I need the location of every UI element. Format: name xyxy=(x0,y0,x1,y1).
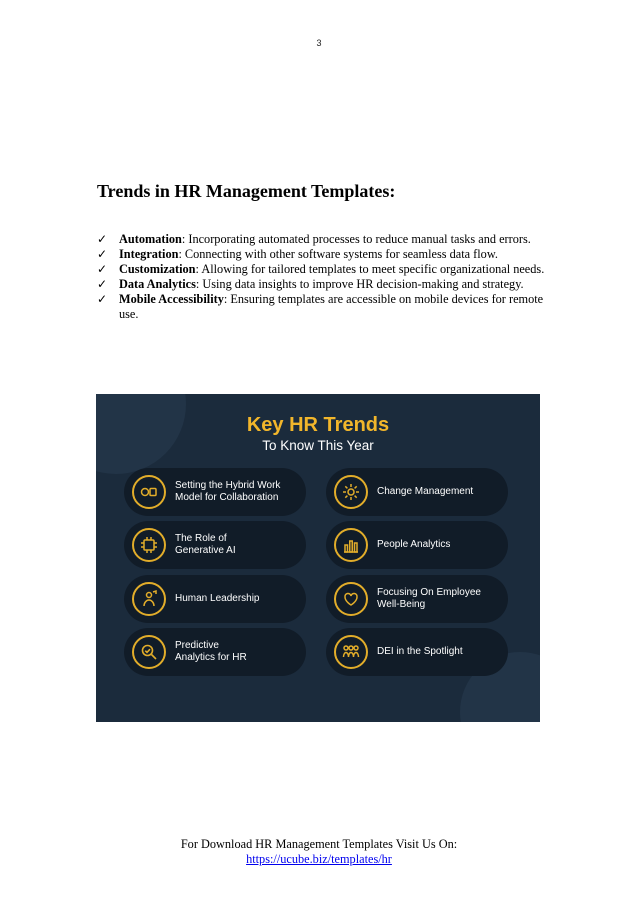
trend-card-hybrid-work xyxy=(124,468,306,516)
infographic-title: Key HR Trends xyxy=(246,414,390,436)
trend-card-label: DEI in the Spotlight xyxy=(377,646,463,657)
trend-description: : Incorporating automated processes to reduce manual tasks and errors. xyxy=(181,232,531,246)
dei-icon xyxy=(334,635,368,669)
hybrid-work-icon xyxy=(132,475,166,509)
trend-card-people-analytics xyxy=(326,521,508,569)
checkmark-icon: ✓ xyxy=(97,232,108,246)
list-item xyxy=(97,247,552,262)
trend-card-label: Setting the Hybrid Work Model for Collaboration xyxy=(175,480,281,503)
checkmark-icon: ✓ xyxy=(97,292,108,306)
trend-card-generative-ai xyxy=(124,521,306,569)
trend-card-dei xyxy=(326,628,508,676)
checkmark-icon: ✓ xyxy=(97,277,108,291)
trend-term: Automation xyxy=(119,232,182,246)
list-item xyxy=(97,292,552,322)
list-item xyxy=(97,232,552,247)
trend-description: : Connecting with other software systems for seamless data flow. xyxy=(178,247,498,261)
footer-text: For Download HR Management Templates Visit Us On: xyxy=(180,837,458,851)
ai-chip-icon xyxy=(132,528,166,562)
page-footer xyxy=(0,837,638,867)
trend-card-label: Predictive Analytics for HR xyxy=(175,640,247,663)
trend-card-label: Change Management xyxy=(377,486,474,497)
infographic-subtitle: To Know This Year xyxy=(262,438,374,453)
people-analytics-icon xyxy=(334,528,368,562)
leadership-icon xyxy=(132,582,166,616)
trend-term: Customization xyxy=(119,262,196,276)
trend-card-employee-well-being xyxy=(326,575,508,623)
trend-card-label: Human Leadership xyxy=(175,593,260,604)
trend-card-label: People Analytics xyxy=(377,539,451,550)
checkmark-icon: ✓ xyxy=(97,247,108,261)
trend-term: Integration xyxy=(119,247,179,261)
list-item xyxy=(97,262,552,277)
section-heading: Trends in HR Management Templates: xyxy=(97,181,396,201)
trend-description: : Ensuring templates are accessible on mobile devices for remote use. xyxy=(119,292,544,321)
trend-card-change-management xyxy=(326,468,508,516)
trend-term: Data Analytics xyxy=(119,277,196,291)
trend-description: : Using data insights to improve HR decision-making and strategy. xyxy=(195,277,524,291)
trend-term: Mobile Accessibility xyxy=(119,292,224,306)
trend-card-label: The Role of Generative AI xyxy=(175,533,236,556)
trend-card-human-leadership xyxy=(124,575,306,623)
list-item xyxy=(97,277,552,292)
trend-list xyxy=(97,232,552,322)
checkmark-icon: ✓ xyxy=(97,262,108,276)
page-number: 3 xyxy=(316,38,322,48)
predictive-analytics-icon xyxy=(132,635,166,669)
well-being-icon xyxy=(334,582,368,616)
key-hr-trends-infographic xyxy=(96,394,540,722)
footer-link[interactable]: https://ucube.biz/templates/hr xyxy=(246,852,392,866)
trend-description: : Allowing for tailored templates to meet specific organizational needs. xyxy=(195,262,545,276)
trend-card-predictive-analytics xyxy=(124,628,306,676)
change-management-icon xyxy=(334,475,368,509)
trend-card-label: Focusing On Employee Well-Being xyxy=(377,587,481,610)
